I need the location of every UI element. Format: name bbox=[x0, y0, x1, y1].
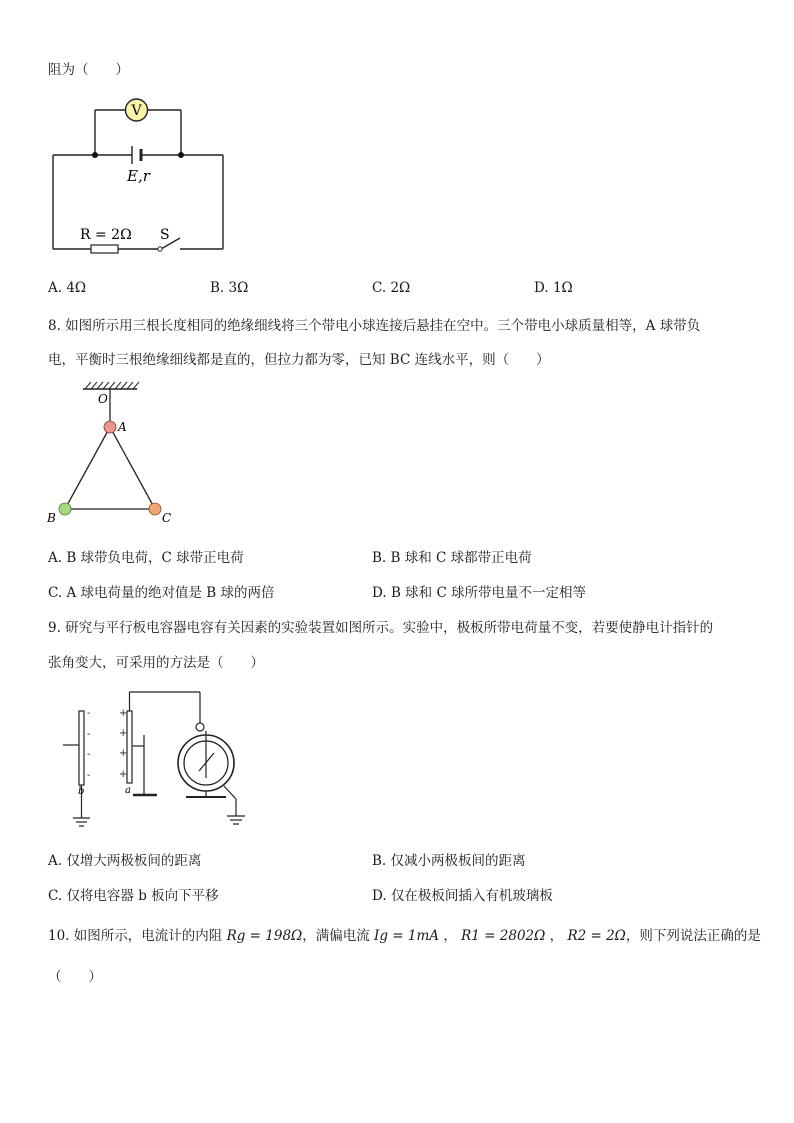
q9-option-d: D. 仅在极板间插入有机玻璃板 bbox=[372, 888, 553, 904]
svg-text:-: - bbox=[87, 708, 91, 719]
q8-stem-line2: 电，平衡时三根绝缘细线都是直的，但拉力都为零，已知 BC 连线水平，则（ ） bbox=[48, 352, 550, 368]
plate-b-label: b bbox=[78, 786, 85, 797]
q9-stem-line2: 张角变大，可采用的方法是（ ） bbox=[48, 655, 264, 671]
r1-formula: R1 = 2802Ω bbox=[461, 928, 546, 944]
q10-stem-line1: 10. 如图所示，电流计的内阻 Rg = 198Ω，满偏电流 Ig = 1mA ， R1 = 2802Ω ， R2 = 2Ω，则下列说法正确的是 bbox=[48, 928, 761, 944]
r2-formula: R2 = 2Ω bbox=[567, 928, 626, 944]
svg-text:-: - bbox=[87, 729, 91, 740]
q9-option-a: A. 仅增大两极板间的距离 bbox=[48, 853, 202, 869]
q7-stem-tail: 阻为（ ） bbox=[48, 62, 129, 78]
point-b-label: B bbox=[47, 511, 56, 525]
q9-option-b: B. 仅减小两极板间的距离 bbox=[372, 853, 526, 869]
q8-stem-line1: 8. 如图所示用三根长度相同的绝缘细线将三个带电小球连接后悬挂在空中。三个带电小球质量相等，A 球带负 bbox=[48, 318, 701, 334]
q7-option-c: C. 2Ω bbox=[372, 280, 411, 296]
svg-text:-: - bbox=[87, 749, 91, 760]
point-c-label: C bbox=[162, 511, 172, 525]
q8-option-a: A. B 球带负电荷，C 球带正电荷 bbox=[48, 550, 244, 566]
q7-option-b: B. 3Ω bbox=[210, 280, 249, 296]
plate-a-label: a bbox=[125, 785, 131, 796]
svg-text:+: + bbox=[119, 769, 128, 780]
q9-stem-line1: 9. 研究与平行板电容器电容有关因素的实验装置如图所示。实验中，极板所带电荷量不变，若要使静电计指针的 bbox=[48, 620, 714, 636]
q8-option-b: B. B 球和 C 球都带正电荷 bbox=[372, 550, 532, 566]
q9-option-c: C. 仅将电容器 b 板向下平移 bbox=[48, 888, 219, 904]
resistor-label: R = 2Ω bbox=[80, 227, 132, 243]
switch-label: S bbox=[160, 227, 170, 243]
voltmeter-label: V bbox=[131, 103, 142, 119]
svg-text:+: + bbox=[119, 728, 128, 739]
svg-text:+: + bbox=[119, 708, 128, 719]
svg-text:+: + bbox=[119, 748, 128, 759]
q10-stem-line2: （ ） bbox=[48, 969, 102, 985]
electrometer-terminal-icon bbox=[196, 723, 204, 731]
q7-option-a: A. 4Ω bbox=[48, 280, 87, 296]
svg-text:-: - bbox=[87, 770, 91, 781]
rg-formula: Rg = 198Ω bbox=[226, 928, 303, 944]
point-a-label: A bbox=[118, 420, 127, 434]
ig-formula: Ig = 1mA bbox=[374, 928, 440, 944]
point-o-label: O bbox=[98, 392, 108, 406]
q7-option-d: D. 1Ω bbox=[534, 280, 573, 296]
q8-option-d: D. B 球和 C 球所带电量不一定相等 bbox=[372, 585, 587, 601]
source-label: E,r bbox=[127, 167, 150, 185]
q8-option-c: C. A 球电荷量的绝对值是 B 球的两倍 bbox=[48, 585, 275, 601]
